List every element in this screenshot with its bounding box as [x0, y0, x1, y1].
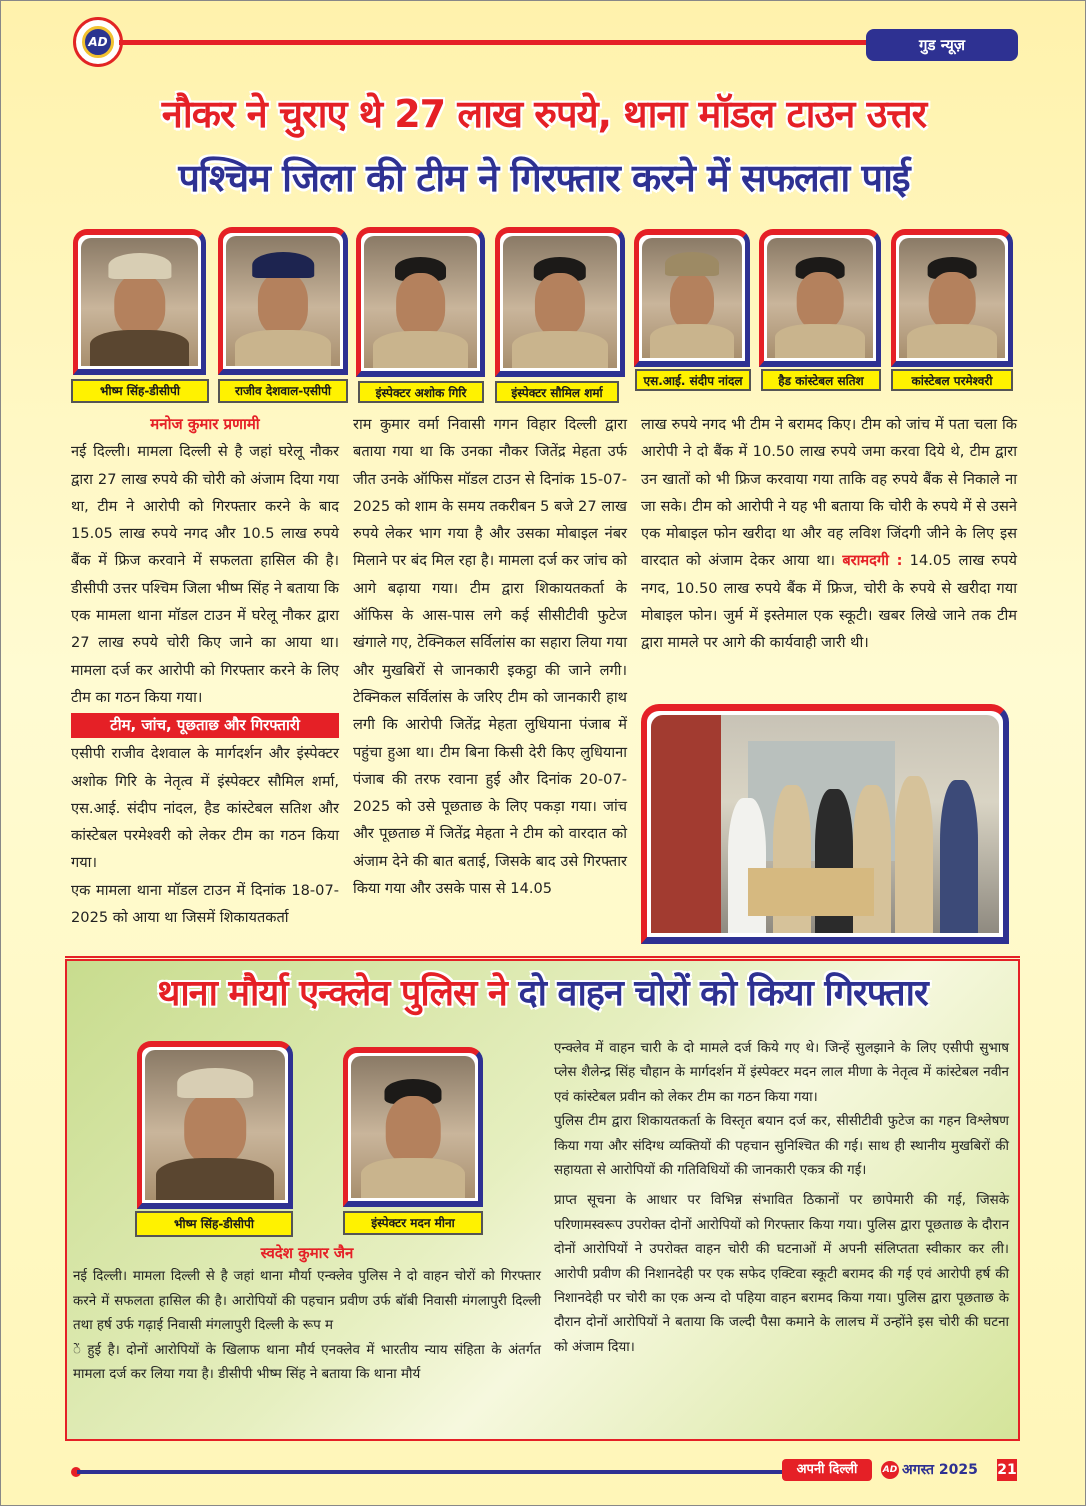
story1-byline: मनोज कुमार प्रणामी	[150, 415, 260, 433]
story2-paragraph: एन्क्लेव में वाहन चारी के दो मामले दर्ज किये गए थे। जिन्हें सुलझाने के लिए एसीपी सुभाष प्लेस शैलेन्द्र सिंह चौहान के मार्गदर्शन में इंस्पेक्टर मदन लाल मीणा के नेतृत्व में कांस्टेबल नवीन एवं कांस्टेबल प्रवीन को लेकर टीम का गठन किया गया।	[554, 1041, 1009, 1105]
portrait-photo	[351, 1056, 475, 1198]
portrait-dcp-bhishm-singh	[73, 229, 206, 375]
publication-logo-icon: AD	[881, 1461, 899, 1479]
publication-name: अपनी दिल्ली	[782, 1459, 872, 1481]
story1-subheading: टीम, जांच, पूछताछ और गिरफ्तारी	[71, 713, 339, 738]
story1-column-1	[71, 411, 339, 931]
portrait-photo	[767, 238, 873, 358]
portrait-label: इंस्पेक्टर सौमिल शर्मा	[495, 381, 619, 403]
portrait-photo	[642, 238, 742, 358]
portrait-inspector-madan-meena	[343, 1047, 483, 1207]
portrait-inspector-ashok-giri	[356, 227, 485, 377]
portrait-photo	[899, 238, 1005, 358]
portrait-label: कांस्टेबल परमेश्वरी	[891, 369, 1013, 391]
portrait-label: इंस्पेक्टर अशोक गिरि	[358, 381, 484, 403]
logo-badge: AD	[82, 26, 114, 58]
portrait-label: भीष्म सिंह-डीसीपी	[135, 1211, 293, 1237]
portrait-inspector-saumil-sharma	[495, 227, 625, 377]
story1-headline-line1: नौकर ने चुराए थे 27 लाख रुपये, थाना मॉडल टाउन उत्तर	[161, 92, 927, 136]
portrait-acp-rajeev-deshwal	[218, 227, 348, 375]
page-number: 21	[997, 1459, 1017, 1481]
group-photo-scene	[651, 715, 999, 933]
portrait-constable-parmeshwari	[891, 229, 1013, 367]
story2-paragraph: प्राप्त सूचना के आधार पर विभिन्न संभावित ठिकानों पर छापेमारी की गई, जिसके परिणामस्वरूप उपरोक्त दोनों आरोपियों को गिरफ्तार किया गया। पुलिस द्वारा पूछताछ के दौरान दोनों आरोपियों ने उपरोक्त वाहन चोरी की घटनाओं में अपनी संलिप्तता स्वीकार कर ली। आरोपी प्रवीण की निशानदेही पर एक सफेद एक्टिवा स्कूटी बरामद की गई एवं आरोपी हर्ष की निशानदेही पर चोरी का एक अन्य दो पहिया वाहन बरामद किया गया। पुलिस द्वारा पूछताछ के दौरान दोनों आरोपियों ने बताया कि जल्दी पैसा कमाने के लालच में उन्होंने इस चोरी की घटना को अंजाम दिया।	[554, 1193, 1009, 1355]
story-divider	[65, 956, 1020, 958]
story1-headline-line2: पश्चिम जिला की टीम ने गिरफ्तार करने में सफलता पाई	[178, 156, 910, 200]
story1-paragraph: लाख रुपये नगद भी टीम ने बरामद किए। टीम को जांच में पता चला कि आरोपी ने दो बैंक में 10.50 लाख रुपये जमा करवा दिये थे, टीम द्वारा उन खातों को भी फ्रिज करवाया गया ताकि वह रुपये बैंक से निकाले ना जा सके। टीम को आरोपी ने यह भी बताया कि चोरी के रुपये में से उसने एक मोबाइल फोन खरीदा था और वह लविश जिंदगी जीने के लिए इस वारदात को अंजाम देकर आया था। बरामदगी : 14.05 लाख रुपये नगद, 10.50 लाख रुपये बैंक में फ्रिज, चोरी के रुपये से खरीदा गया मोबाइल फोन। जुर्म में इस्तेमाल एक स्कूटी। खबर लिखे जाने तक टीम द्वारा मामले पर आगे की कार्यवाही जारी थी।	[641, 416, 1018, 652]
delhi-police-logo-icon	[73, 17, 123, 67]
story2-paragraph: नई दिल्ली। मामला दिल्ली से है जहां थाना मौर्या एन्क्लेव पुलिस ने दो वाहन चोरों को गिरफ्तार करने में सफलता हासिल की है। आरोपियों की पहचान प्रवीण उर्फ बॉबी निवासी मंगलापुरी दिल्ली तथा हर्ष उर्फ गढ़ाई निवासी मंगलापुरी दिल्ली के रूप म	[73, 1269, 541, 1334]
story1-paragraph: एसीपी राजीव देशवाल के मार्गदर्शन और इंस्पेक्टर अशोक गिरि के नेतृत्व में इंस्पेक्टर सौमिल शर्मा, एस.आई. संदीप नांदल, हैड कांस्टेबल सतिश और कांस्टेबल परमेश्वरी को लेकर टीम का गठन किया गया।	[71, 745, 339, 872]
team-group-photo	[641, 704, 1009, 944]
portrait-label: राजीव देशवाल-एसीपी	[218, 379, 348, 403]
header-rule	[119, 40, 874, 45]
story1-column-3	[641, 411, 1017, 657]
story1-paragraph: राम कुमार वर्मा निवासी गगन विहार दिल्ली द्वारा बताया गया था कि उनका नौकर जितेंद्र मेहता उर्फ जीत उनके ऑफिस मॉडल टाउन से दिनांक 15-07-2025 को शाम के समय तकरीबन 5 बजे 27 लाख रुपये लेकर भाग गया है और उसका मोबाइल नंबर मिलाने पर बंद मिल रहा है। मामला दर्ज कर जांच को आगे बढ़ाया गया। टीम द्वारा शिकायतकर्ता के ऑफिस के आस-पास लगे कई सीसीटीवी फुटेज खंगाले गए, टेक्निकल सर्विलांस का सहारा लिया गया और मुखबिरों से जानकारी इकट्ठा की जाने लगी। टेक्निकल सर्विलांस के जरिए टीम को जानकारी हाथ लगी कि आरोपी जितेंद्र मेहता लुधियाना पंजाब में पहुंचा हुआ था। टीम बिना किसी देरी किए लुधियाना पंजाब की तरफ रवाना हुई और दिनांक 20-07-2025 को उसे पूछताछ के लिए पकड़ा गया। जांच और पूछताछ में जितेंद्र मेहता ने टीम को वारदात को अंजाम देने की बात बताई, जिसके बाद उसे गिरफ्तार किया गया और उसके पास से 14.05	[353, 416, 627, 898]
portrait-head-constable-satish	[759, 229, 881, 367]
portrait-photo	[226, 236, 340, 366]
story2-column-right	[554, 1037, 1009, 1360]
portrait-label: एस.आई. संदीप नांदल	[635, 369, 751, 391]
portrait-photo	[503, 236, 617, 368]
portrait-si-sandeep-nandal	[634, 229, 750, 367]
story1-column-2	[353, 411, 627, 902]
story1-paragraph: नई दिल्ली। मामला दिल्ली से है जहां घरेलू नौकर द्वारा 27 लाख रुपये की चोरी को अंजाम दिया गया था, टीम ने आरोपी को गिरफ्तार करने के बाद 15.05 लाख रुपये नगद और 10.5 लाख रुपये बैंक में फ्रिज करवाने में सफलता हासिल की है। डीसीपी उत्तर पश्चिम जिला भीष्म सिंह ने बताया कि एक मामला थाना मॉडल टाउन में घरेलू नौकर द्वारा 27 लाख रुपये चोरी किए जाने का आया था। मामला दर्ज कर आरोपी को गिरफ्तार करने के लिए टीम का गठन किया गया।	[71, 443, 339, 706]
story2-headline: थाना मौर्या एन्क्लेव पुलिस ने दो वाहन चोरों को किया गिरफ्तार	[157, 973, 928, 1014]
story2-paragraph: पुलिस टीम द्वारा शिकायतकर्ता के विस्तृत बयान दर्ज कर, सीसीटीवी फुटेज का गहन विश्लेषण किया गया और संदिग्ध व्यक्तियों की पहचान सुनिश्चित की गई। साथ ही स्थानीय मुखबिरों की सहायता से आरोपियों की गतिविधियों की जानकारी एकत्र की गई।	[554, 1114, 1009, 1179]
footer-rule	[77, 1470, 782, 1474]
portrait-photo	[145, 1050, 285, 1200]
portrait-photo	[81, 238, 198, 366]
section-tag: गुड न्यूज़	[866, 29, 1018, 61]
story2-paragraph: ें हुई है। दोनों आरोपियों के खिलाफ थाना मौर्य एनक्लेव में भारतीय न्याय संहिता के अंतर्गत मामला दर्ज कर लिया गया है। डीसीपी भीष्म सिंह ने बताया कि थाना मौर्य	[73, 1342, 541, 1383]
portrait-photo	[364, 236, 477, 368]
portrait-label: हैड कांस्टेबल सतिश	[761, 369, 881, 391]
portrait-label: भीष्म सिंह-डीसीपी	[71, 379, 209, 403]
issue-date: अगस्त 2025	[902, 1462, 978, 1478]
story2-byline: स्वदेश कुमार जैन	[260, 1244, 354, 1262]
recovery-label: बरामदगी :	[842, 552, 903, 570]
portrait-label: इंस्पेक्टर मदन मीना	[343, 1211, 483, 1235]
story2-column-left	[73, 1241, 541, 1387]
portrait-dcp-bhishm-singh	[137, 1041, 293, 1209]
story1-paragraph: एक मामला थाना मॉडल टाउन में दिनांक 18-07-2025 को आया था जिसमें शिकायतकर्ता	[71, 881, 339, 927]
